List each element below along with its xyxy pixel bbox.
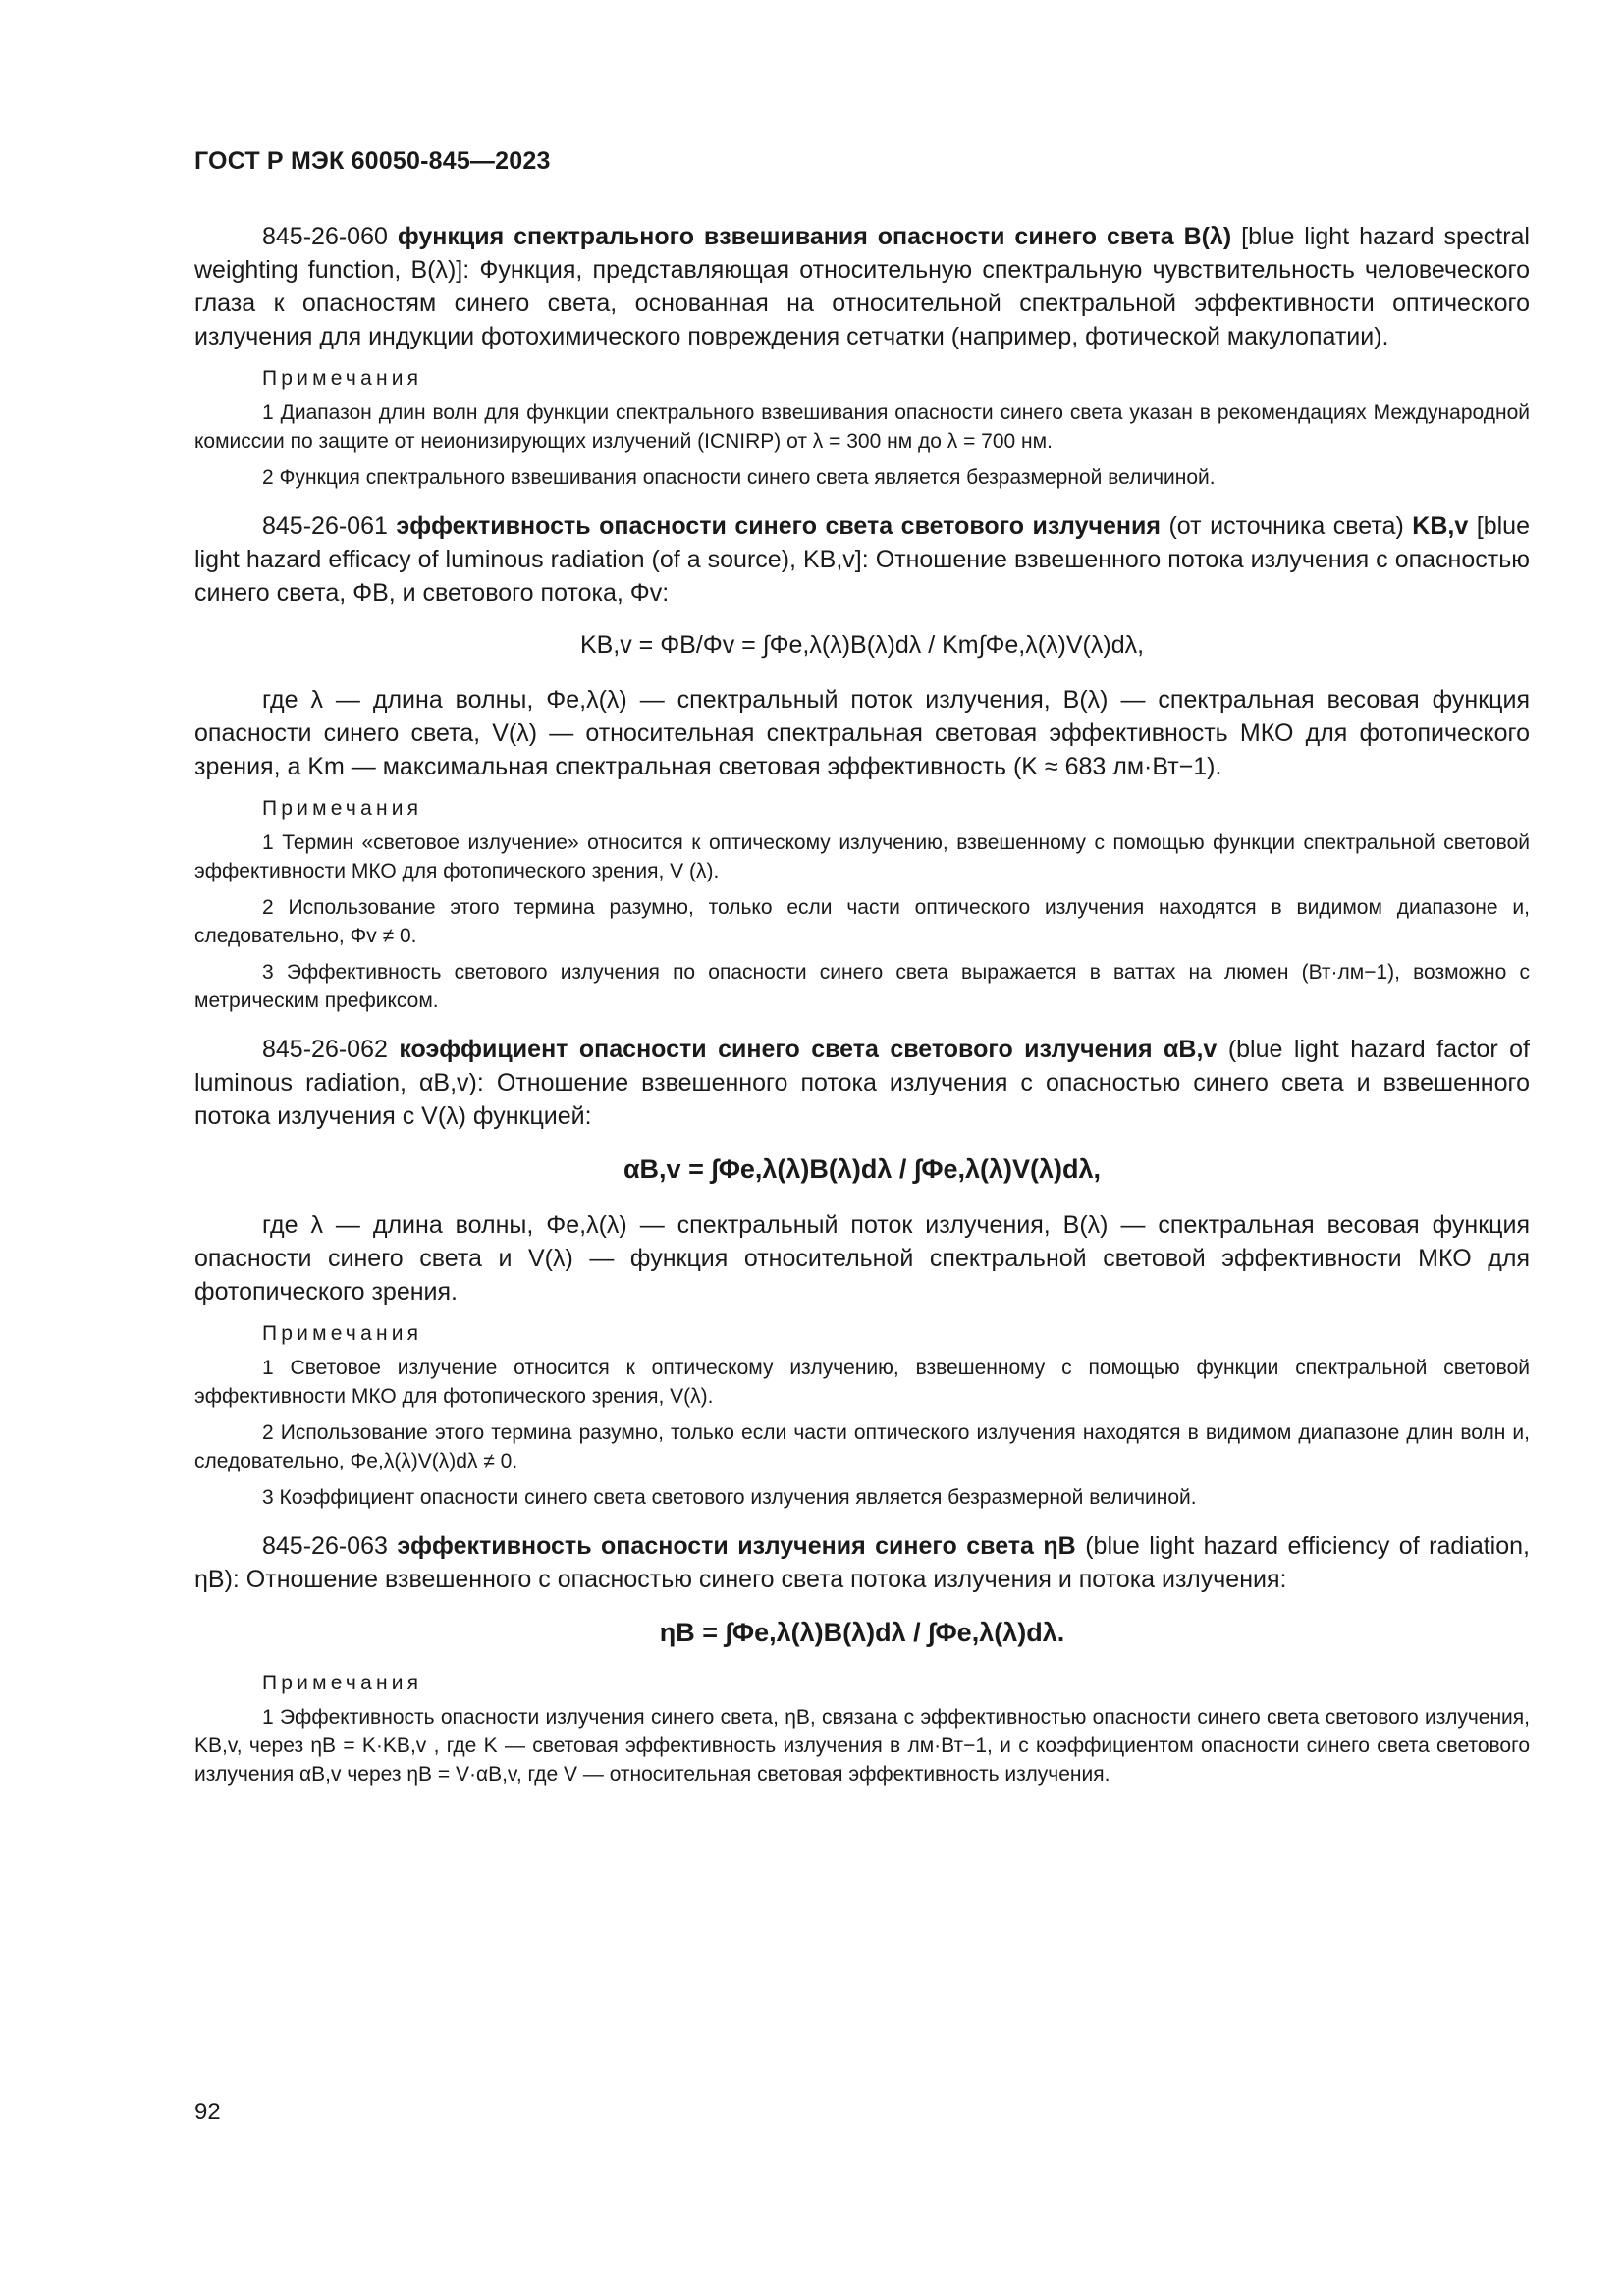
note: 1 Термин «световое излучение» относится к оптическому излучению, взвешенному с помощью функции спектральной световой эффективности МКО для фотопического зрения, V (λ). [194, 831, 1530, 882]
notes-heading: Примечания [262, 1322, 423, 1345]
term-definition: Отношение взвешенного потока излучения с опасностью синего света, ΦB, и светового потока, Φv: [194, 546, 1530, 607]
term-845-26-061 [194, 509, 1530, 610]
document-header: ГОСТ Р МЭК 60050-845—2023 [194, 147, 551, 175]
term-english: [blue light hazard efficacy of luminous radiation (of a source), KB,v]: [194, 512, 1530, 573]
note: 2 Использование этого термина разумно, только если части оптического излучения находятся в видимом диапазоне длин волн и, следовательно, Φe,λ(λ)V(λ)dλ ≠ 0. [194, 1421, 1530, 1472]
term-number: 845-26-061 [262, 512, 388, 540]
term-name: эффективность опасности синего света светового излучения [396, 512, 1161, 540]
term-where: где λ — длина волны, Φe,λ(λ) — спектральный поток излучения, B(λ) — спектральная весовая функция опасности синего света и V(λ) — функция относительной спектральной световой эффективности МКО для фотопического зрения. [194, 1211, 1530, 1306]
term-definition: (blue light hazard factor of luminous radiation, αB,v): Отношение взвешенного потока излучения с опасностью синего света и взвешенного потока излучения с V(λ) функцией: [194, 1036, 1530, 1130]
term-name: коэффициент опасности синего света светового излучения αB,v [399, 1036, 1218, 1063]
formula-kbv [194, 631, 1530, 660]
notes-heading: Примечания [262, 1672, 423, 1694]
formula-text: KB,v = ΦB/Φv = ∫Φe,λ(λ)B(λ)dλ / Km∫Φe,λ(λ)V(λ)dλ, [579, 631, 1145, 659]
term-where: где λ — длина волны, Φe,λ(λ) — спектральный поток излучения, B(λ) — спектральная весовая функция опасности синего света, V(λ) — относительная спектральная световая эффективность МКО для фотопического зрения, а Km — максимальная спектральная световая эффективность (K ≈ 683 лм·Вт−1). [194, 686, 1530, 780]
term-number: 845-26-063 [262, 1532, 388, 1560]
term-number: 845-26-062 [262, 1036, 388, 1063]
note: 1 Диапазон длин волн для функции спектрального взвешивания опасности синего света указан в рекомендациях Международной комиссии по защите от неионизирующих излучений (ICNIRP) от λ = 300 нм до λ = 700 нм. [194, 401, 1530, 453]
document-body [194, 220, 1530, 1796]
note: 3 Эффективность светового излучения по опасности синего света выражается в ваттах на люмен (Вт·лм−1), возможно с метрическим префиксом. [194, 961, 1530, 1012]
note: 1 Эффективность опасности излучения синего света, ηB, связана с эффективностью опасности синего света светового излучения, KB,v, через ηB = K·KB,v , где K — световая эффективность излучения в лм·Вт−1, и с коэффициентом опасности синего света светового излучения αB,v через ηB = V·αB,v, где V — относительная световая эффективность излучения. [194, 1706, 1530, 1786]
formula-alpha-bv [194, 1154, 1530, 1185]
term-name: эффективность опасности излучения синего света ηB [397, 1532, 1076, 1560]
term-definition: (blue light hazard efficiency of radiation, ηB): Отношение взвешенного с опасностью синего света потока излучения и потока излучения: [194, 1532, 1530, 1593]
note: 1 Световое излучение относится к оптическому излучению, взвешенному с помощью функции спектральной световой эффективности МКО для фотопического зрения, V(λ). [194, 1357, 1530, 1408]
notes-heading: Примечания [262, 367, 423, 390]
note: 3 Коэффициент опасности синего света светового излучения является безразмерной величиной. [262, 1486, 1197, 1509]
term-845-26-060 [194, 220, 1530, 353]
notes-heading: Примечания [262, 797, 423, 820]
term-845-26-062 [194, 1033, 1530, 1133]
page-number: 92 [194, 2099, 221, 2125]
formula-eta-b [194, 1618, 1530, 1648]
term-definition: [blue light hazard spectral weighting function, B(λ)]: Функция, представляющая относительную спектральную чувствительность человеческого глаза к опасностям синего света, основанная на относительной спектральной эффективности оптического излучения для индукции фотохимического повреждения сетчатки (например, фотической макулопатии). [194, 223, 1530, 350]
term-symbol: KB,v [1412, 512, 1469, 540]
note: 2 Функция спектрального взвешивания опасности синего света является безразмерной величиной. [262, 466, 1216, 489]
term-qualifier: (от источника света) [1168, 512, 1404, 540]
note: 2 Использование этого термина разумно, только если части оптического излучения находятся в видимом диапазоне и, следовательно, Φv ≠ 0. [194, 896, 1530, 947]
formula-text: ηB = ∫Φe,λ(λ)B(λ)dλ / ∫Φe,λ(λ)dλ. [659, 1618, 1065, 1647]
term-name: функция спектрального взвешивания опасности синего света B(λ) [397, 223, 1232, 250]
term-845-26-063 [194, 1529, 1530, 1596]
formula-text: αB,v = ∫Φe,λ(λ)B(λ)dλ / ∫Φe,λ(λ)V(λ)dλ, [623, 1154, 1102, 1184]
term-number: 845-26-060 [262, 223, 388, 250]
